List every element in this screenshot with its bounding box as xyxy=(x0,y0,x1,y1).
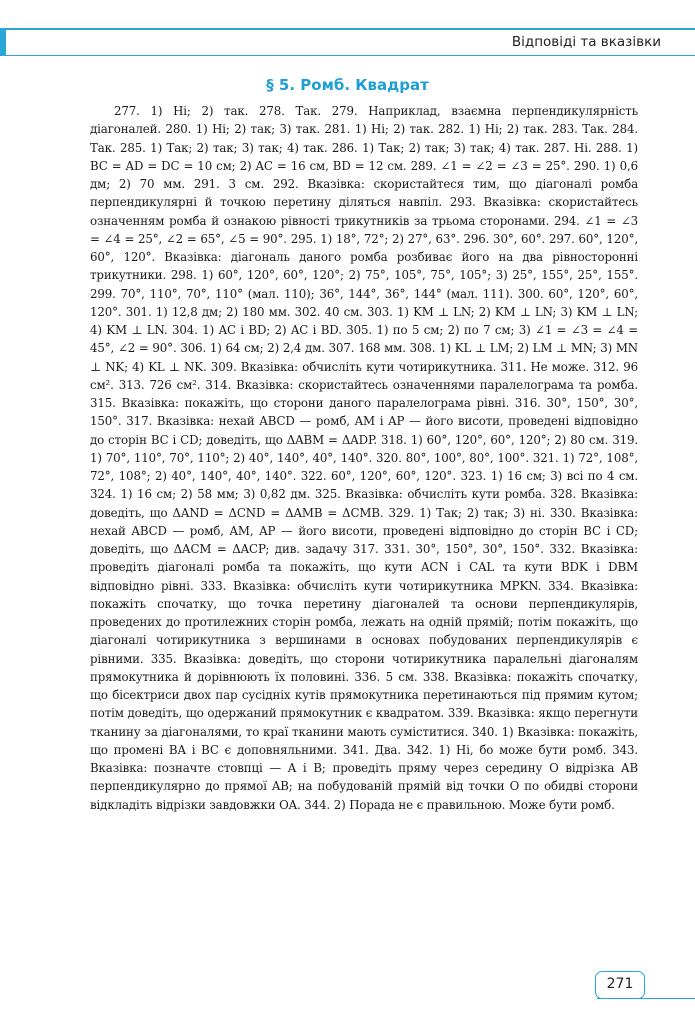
header-accent xyxy=(0,28,6,56)
answers-body xyxy=(90,102,638,814)
page-number: 271 xyxy=(595,971,645,999)
answers-paragraph: 277. 1) Ні; 2) так. 278. Так. 279. Наприклад, взаємна перпендикулярність діагоналей. 280. 1) Ні; 2) так; 3) так. 281. 1) Ні; 2) так. 282. 1) Ні; 2) так. 283. Так. 284. Так. 285. 1) Так; 2) так; 3) так; 4) так. 286. 1) Так; 2) так; 3) так; 4) так. 287. Ні. 288. 1) BC = AD = DC = 10 см; 2) AC = 16 см, BD = 12 см. 289. ∠1 = ∠2 = ∠3 = 25°. 290. 1) 0,6 дм; 2) 70 мм. 291. 3 см. 292. Вказівка: скористайтеся тим, що діагоналі ромба перпендикулярні й точкою перетину діляться навпіл. 293. Вказівка: скористайтесь означенням ромба й ознакою рівності трикутників за трьома сторонами. 294. ∠1 = ∠3 = ∠4 = 25°, ∠2 = 65°, ∠5 = 90°. 295. 1) 18°, 72°; 2) 27°, 63°. 296. 30°, 60°. 297. 60°, 120°, 60°, 120°. Вказівка: діагональ даного ромба розбиває його на два рівносторонні трикутники. 298. 1) 60°, 120°, 60°, 120°; 2) 75°, 105°, 75°, 105°; 3) 25°, 155°, 25°, 155°. 299. 70°, 110°, 70°, 110° (мал. 110); 36°, 144°, 36°, 144° (мал. 111). 300. 60°, 120°, 60°, 120°. 301. 1) 12,8 дм; 2) 180 мм. 302. 40 см. 303. 1) KM ⊥ LN; 2) KM ⊥ LN; 3) KM ⊥ LN; 4) KM ⊥ LN. 304. 1) AC і BD; 2) AC і BD. 305. 1) по 5 см; 2) по 7 см; 3) ∠1 = ∠3 = ∠4 = 45°, ∠2 = 90°. 306. 1) 64 см; 2) 2,4 дм. 307. 168 мм. 308. 1) KL ⊥ LM; 2) LM ⊥ MN; 3) MN ⊥ NK; 4) KL ⊥ NK. 309. Вказівка: обчисліть кути чотирикутника. 311. Не може. 312. 96 см². 313. 726 см². 314. Вказівка: скористайтесь означеннями паралелограма та ромба. 315. Вказівка: покажіть, що сторони даного паралелограма рівні. 316. 30°, 150°, 30°, 150°. 317. Вказівка: нехай ABCD — ромб, AM і AP — його висоти, проведені відповідно до сторін BC і CD; доведіть, що ΔABM = ΔADP. 318. 1) 60°, 120°, 60°, 120°; 2) 80 см. 319. 1) 70°, 110°, 70°, 110°; 2) 40°, 140°, 40°, 140°. 320. 80°, 100°, 80°, 100°. 321. 1) 72°, 108°, 72°, 108°; 2) 40°, 140°, 40°, 140°. 322. 60°, 120°, 60°, 120°. 323. 1) 16 см; 3) всі по 4 см. 324. 1) 16 см; 2) 58 мм; 3) 0,82 дм. 325. Вказівка: обчисліть кути ромба. 328. Вказівка: доведіть, що ΔAND = ΔCND = ΔAMB = ΔCMB. 329. 1) Так; 2) так; 3) ні. 330. Вказівка: нехай ABCD — ромб, AM, AP — його висоти, проведені відповідно до сторін BC і CD; доведіть, що ΔACM = ΔACP; див. задачу 317. 331. 30°, 150°, 30°, 150°. 332. Вказівка: проведіть діагоналі ромба та покажіть, що кути ACN і CAL та кути BDK і DBM відповідно рівні. 333. Вказівка: обчисліть кути чотирикутника MPKN. 334. Вказівка: покажіть спочатку, що точка перетину діагоналей та основи перпендикулярів, проведених до протилежних сторін ромба, лежать на одній прямій; потім покажіть, що діагоналі чотирикутника з вершинами в основах побудованих перпендикулярів є рівними. 335. Вказівка: доведіть, що сторони чотирикутника паралельні діагоналям прямокутника й дорівнюють їх половині. 336. 5 см. 338. Вказівка: покажіть спочатку, що бісектриси двох пар сусідніх кутів прямокутника перетинаються під прямим кутом; потім доведіть, що одержаний прямокутник є квадратом. 339. Вказівка: якщо перегнути тканину за діагоналями, то краї тканини мають суміститися. 340. 1) Вказівка: покажіть, що промені BA і BC є доповняльними. 341. Два. 342. 1) Ні, бо може бути ромб. 343. Вказівка: позначте стовпці — A і B; проведіть пряму через середину O відрізка AB перпендикулярно до прямої AB; на побудованій прямій від точки O по обидві сторони відкладіть відрізки завдовжки OA. 344. 2) Порада не є правильною. Може бути ромб. xyxy=(90,104,638,812)
section-title: § 5. Ромб. Квадрат xyxy=(266,76,429,94)
running-header: Відповіді та вказівки xyxy=(511,34,661,50)
